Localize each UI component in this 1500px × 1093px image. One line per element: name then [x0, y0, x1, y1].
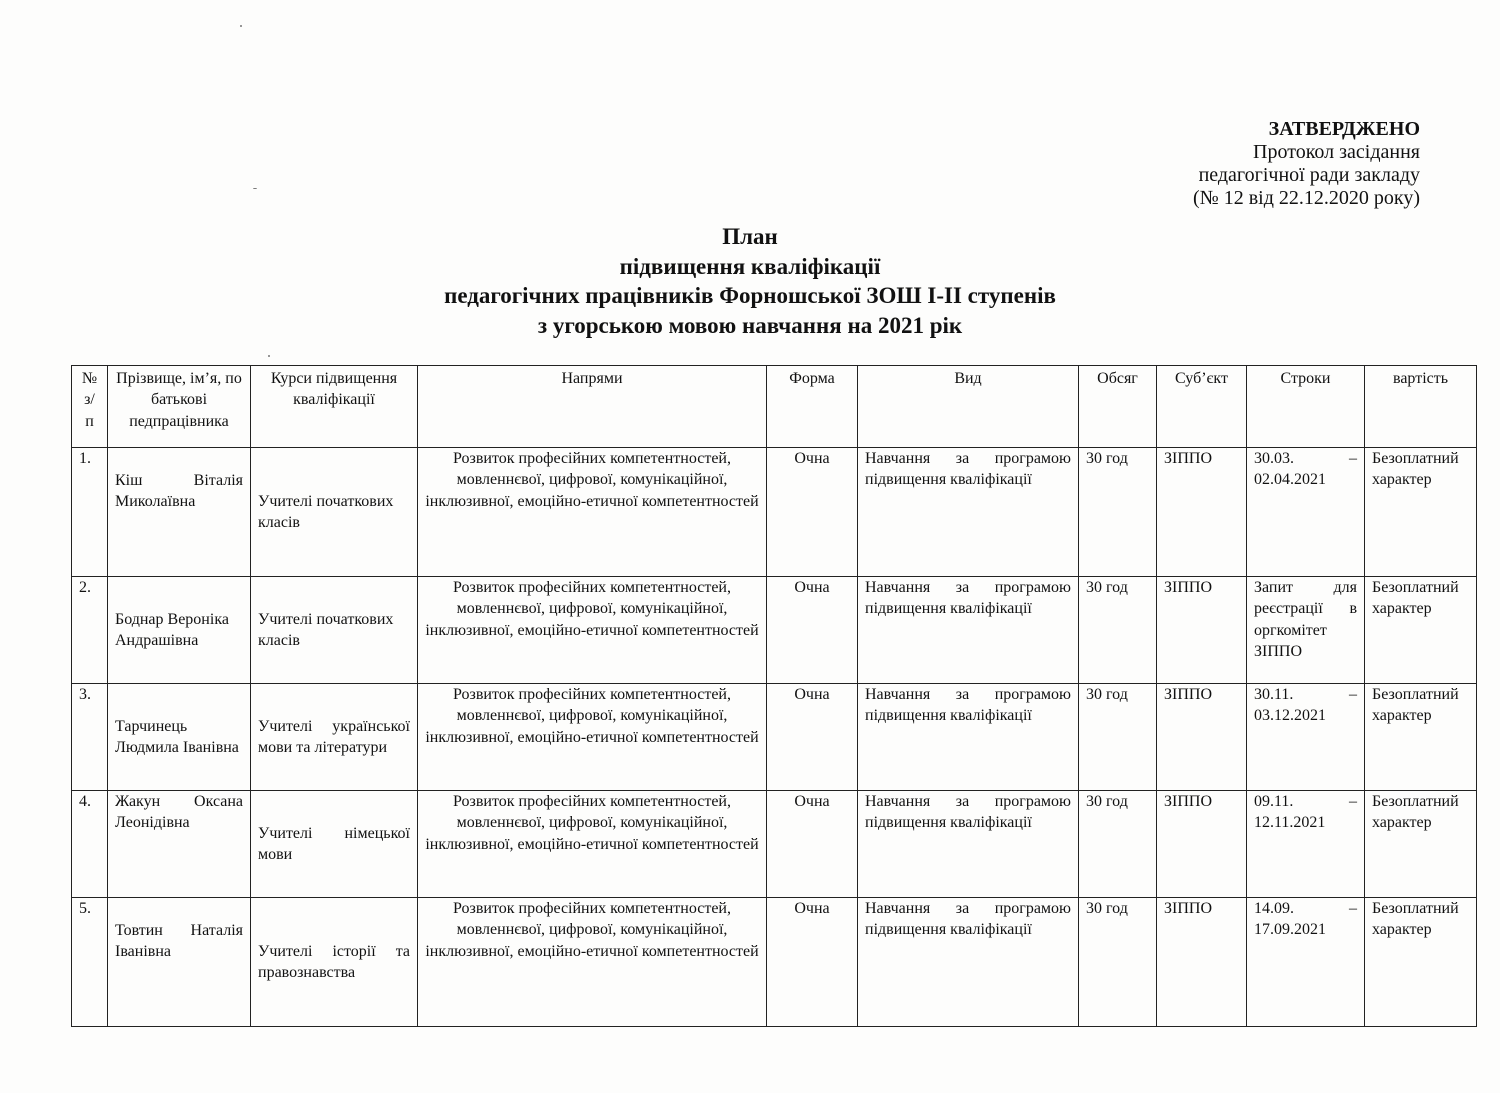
cell-volume: 30 год — [1079, 684, 1157, 791]
cell-directions: Розвиток професійних компетентностей, мовленнєвої, цифрової, комунікаційної, інклюзивної, емоційно-етичної компетентностей — [418, 684, 767, 791]
cell-name: Тарчинець Людмила Іванівна — [108, 684, 251, 791]
cell-cost: Безоплатний характер — [1365, 448, 1477, 577]
cell-directions: Розвиток професійних компетентностей, мовленнєвої, цифрової, комунікаційної, інклюзивної, емоційно-етичної компетентностей — [418, 791, 767, 898]
table-row — [72, 448, 1477, 577]
cell-form: Очна — [767, 898, 858, 1027]
approval-line: Протокол засідання — [1253, 141, 1420, 163]
scan-speck — [240, 25, 242, 27]
cell-name: Кіш Віталія Миколаївна — [108, 448, 251, 577]
cell-courses: Учителі історії та правознавства — [251, 898, 418, 1027]
cell-directions: Розвиток професійних компетентностей, мовленнєвої, цифрової, комунікаційної, інклюзивної, емоційно-етичної компетентностей — [418, 577, 767, 684]
cell-type: Навчання за програмою підвищення кваліфікації — [858, 684, 1079, 791]
table-row — [72, 684, 1477, 791]
cell-terms: 30.11. – 03.12.2021 — [1247, 684, 1365, 791]
cell-form: Очна — [767, 791, 858, 898]
scan-speck — [268, 355, 270, 357]
cell-name: Боднар Вероніка Андрашівна — [108, 577, 251, 684]
cell-form: Очна — [767, 684, 858, 791]
cell-name: Жакун Оксана Леонідівна — [108, 791, 251, 898]
cell-num: 2. — [72, 577, 108, 684]
title-line: План — [722, 224, 778, 249]
header-num: № з/ п — [72, 366, 108, 448]
cell-terms: Запит для реєстрації в оргкомітет ЗІППО — [1247, 577, 1365, 684]
cell-type: Навчання за програмою підвищення кваліфікації — [858, 448, 1079, 577]
title-line: педагогічних працівників Форношської ЗОШ І-ІІ ступенів — [444, 283, 1056, 308]
cell-terms: 14.09. – 17.09.2021 — [1247, 898, 1365, 1027]
approval-line: педагогічної ради закладу — [1198, 164, 1420, 186]
cell-form: Очна — [767, 577, 858, 684]
cell-num: 3. — [72, 684, 108, 791]
cell-volume: 30 год — [1079, 791, 1157, 898]
approval-heading: ЗАТВЕРДЖЕНО — [1268, 118, 1420, 140]
cell-name: Товтин Наталія Іванівна — [108, 898, 251, 1027]
cell-num: 4. — [72, 791, 108, 898]
cell-directions: Розвиток професійних компетентностей, мовленнєвої, цифрової, комунікаційної, інклюзивної, емоційно-етичної компетентностей — [418, 898, 767, 1027]
cell-courses: Учителі української мови та літератури — [251, 684, 418, 791]
cell-courses: Учителі початкових класів — [251, 577, 418, 684]
header-directions: Напрями — [418, 366, 767, 448]
training-plan-table — [71, 365, 1477, 1027]
document-title — [0, 222, 1500, 340]
header-subject: Суб’єкт — [1157, 366, 1247, 448]
header-type: Вид — [858, 366, 1079, 448]
header-name: Прізвище, ім’я, по батькові педпрацівника — [108, 366, 251, 448]
cell-subject: ЗІППО — [1157, 898, 1247, 1027]
title-line: підвищення кваліфікації — [619, 253, 881, 279]
cell-subject: ЗІППО — [1157, 684, 1247, 791]
header-volume: Обсяг — [1079, 366, 1157, 448]
title-line: з угорською мовою навчання на 2021 рік — [537, 312, 963, 338]
cell-directions: Розвиток професійних компетентностей, мовленнєвої, цифрової, комунікаційної, інклюзивної, емоційно-етичної компетентностей — [418, 448, 767, 577]
cell-cost: Безоплатний характер — [1365, 577, 1477, 684]
cell-cost: Безоплатний характер — [1365, 684, 1477, 791]
cell-type: Навчання за програмою підвищення кваліфікації — [858, 898, 1079, 1027]
header-form: Форма — [767, 366, 858, 448]
cell-volume: 30 год — [1079, 448, 1157, 577]
cell-subject: ЗІППО — [1157, 448, 1247, 577]
cell-subject: ЗІППО — [1157, 791, 1247, 898]
header-courses: Курси підвищення кваліфікації — [251, 366, 418, 448]
cell-cost: Безоплатний характер — [1365, 898, 1477, 1027]
header-terms: Строки — [1247, 366, 1365, 448]
cell-courses: Учителі німецької мови — [251, 791, 418, 898]
cell-type: Навчання за програмою підвищення кваліфікації — [858, 577, 1079, 684]
cell-volume: 30 год — [1079, 577, 1157, 684]
cell-subject: ЗІППО — [1157, 577, 1247, 684]
approval-stamp — [1193, 118, 1420, 210]
cell-type: Навчання за програмою підвищення кваліфікації — [858, 791, 1079, 898]
cell-num: 5. — [72, 898, 108, 1027]
cell-terms: 30.03. – 02.04.2021 — [1247, 448, 1365, 577]
cell-form: Очна — [767, 448, 858, 577]
header-cost: вартість — [1365, 366, 1477, 448]
scan-speck — [253, 188, 257, 189]
cell-volume: 30 год — [1079, 898, 1157, 1027]
cell-cost: Безоплатний характер — [1365, 791, 1477, 898]
table-row — [72, 791, 1477, 898]
table-header-row — [72, 366, 1477, 448]
cell-courses: Учителі початкових класів — [251, 448, 418, 577]
approval-line: (№ 12 від 22.12.2020 року) — [1192, 187, 1420, 209]
cell-terms: 09.11. – 12.11.2021 — [1247, 791, 1365, 898]
table-row — [72, 577, 1477, 684]
table-row — [72, 898, 1477, 1027]
cell-num: 1. — [72, 448, 108, 577]
